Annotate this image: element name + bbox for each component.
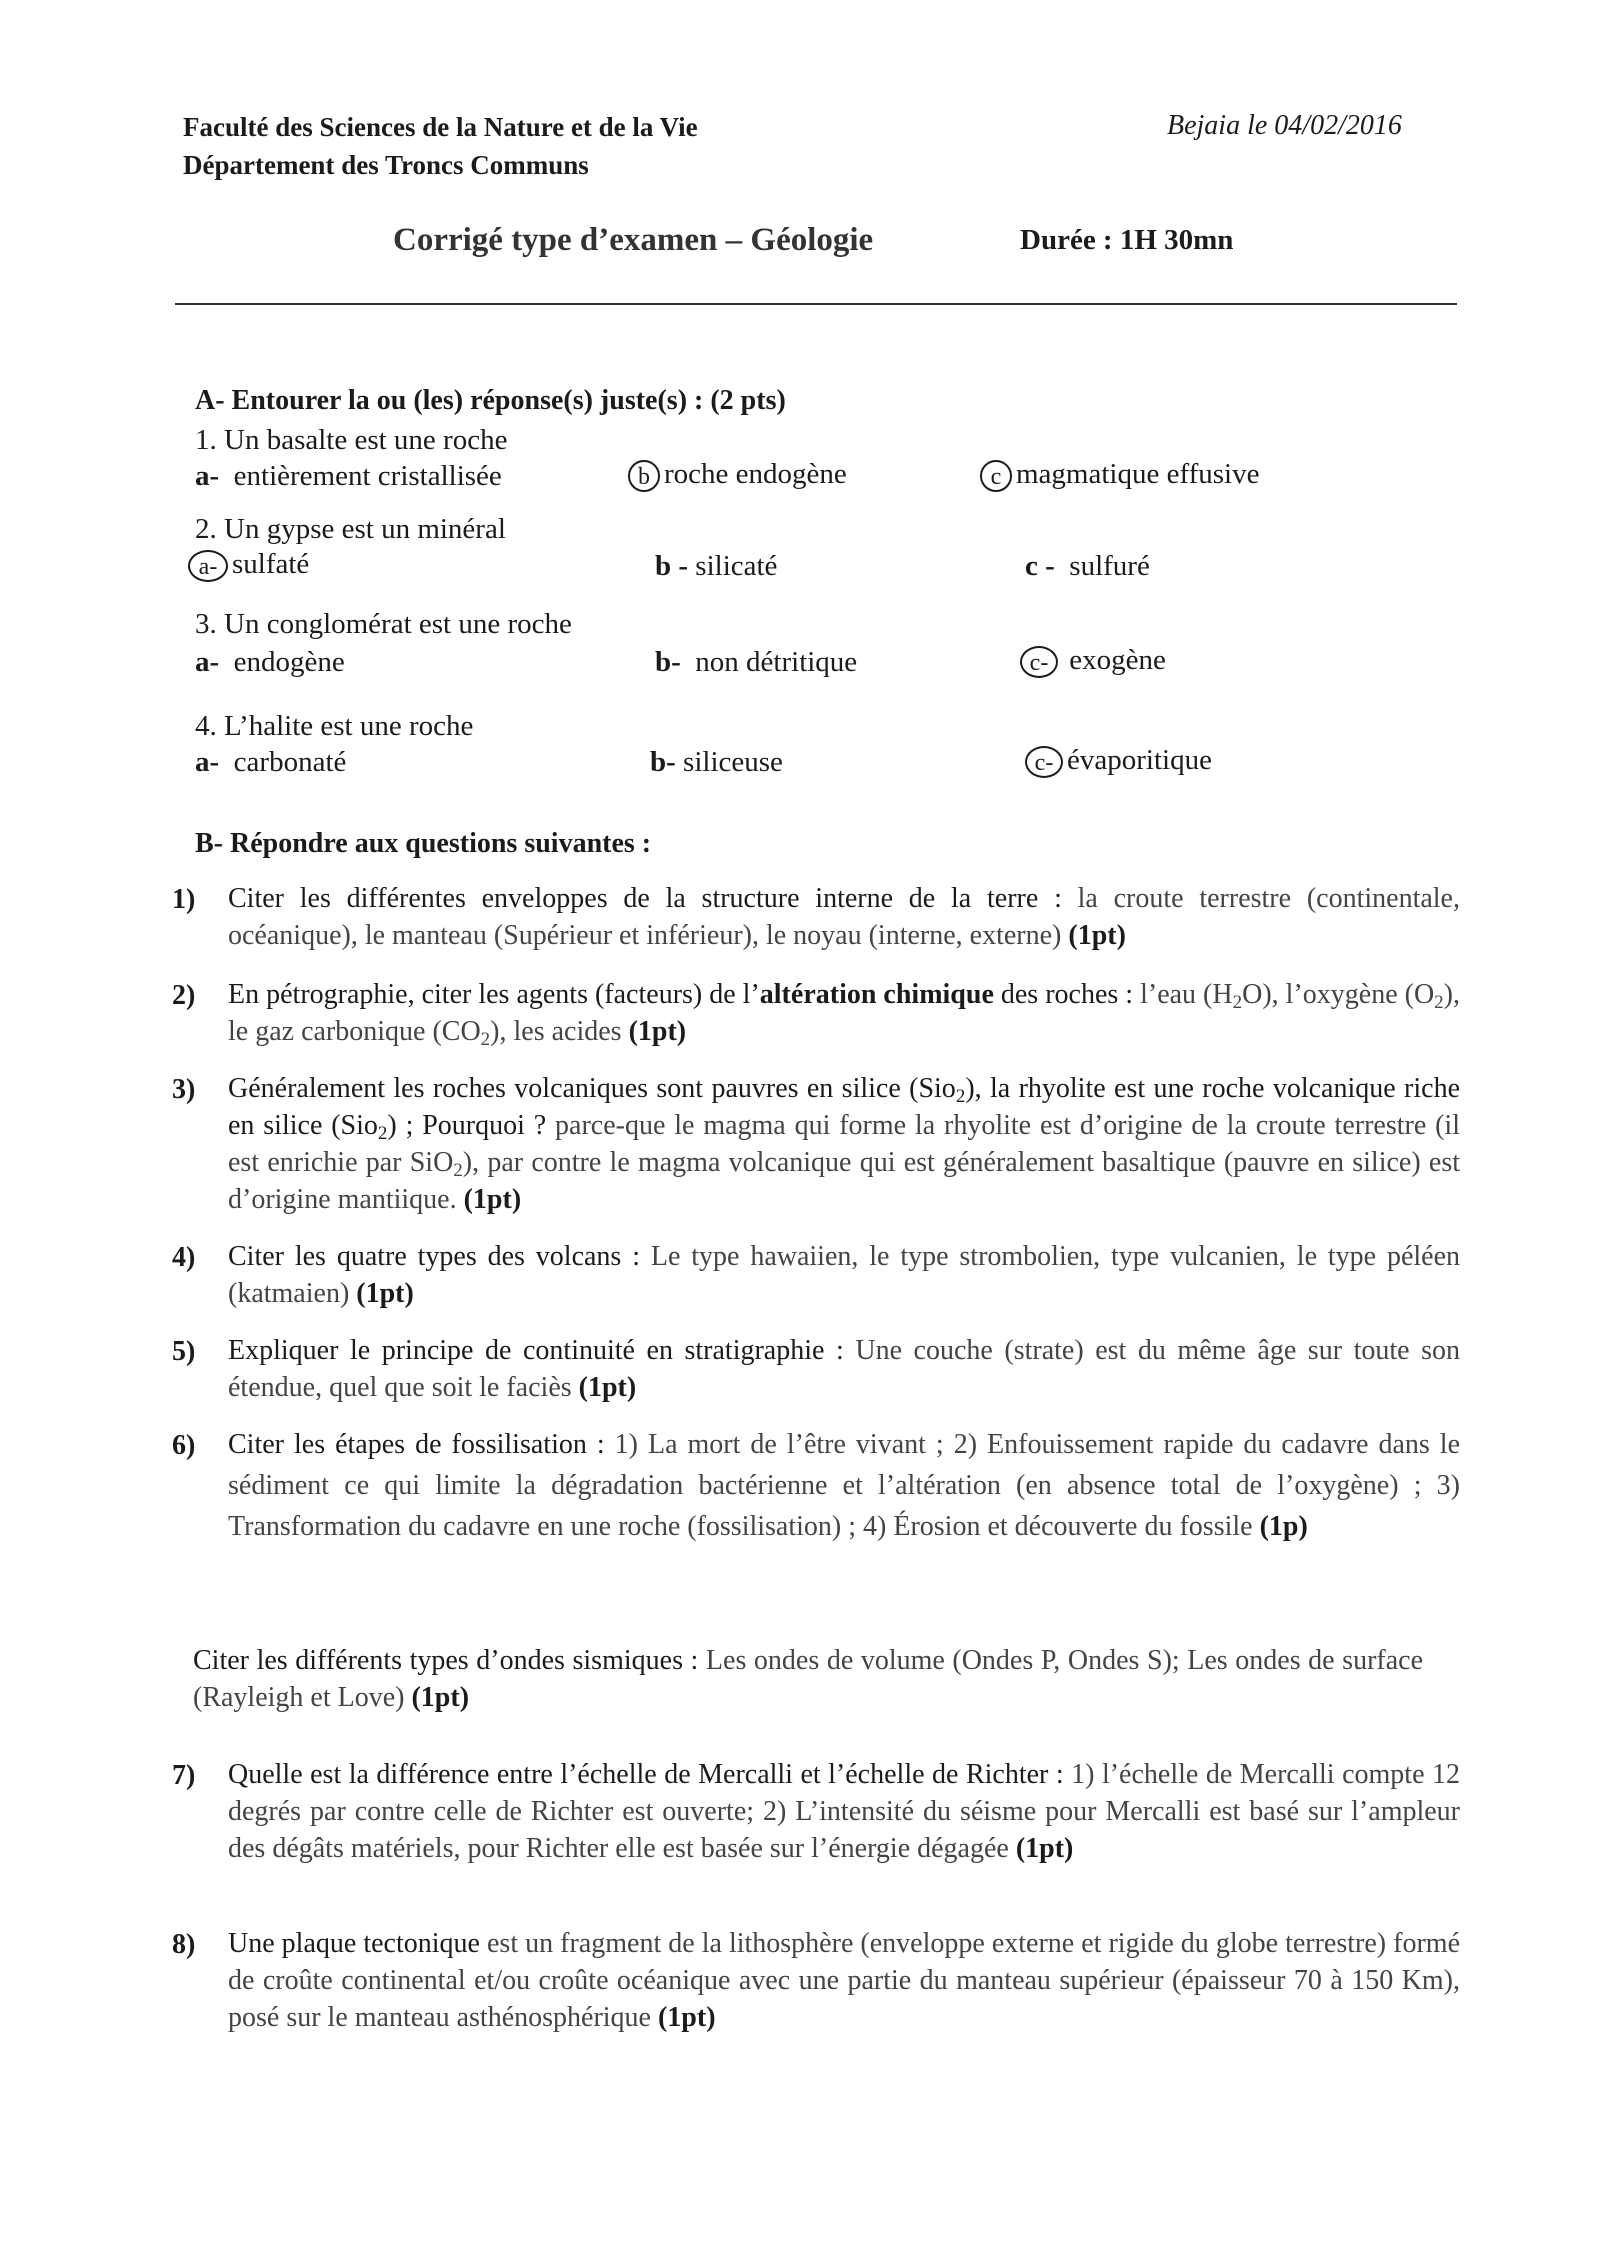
answer-item-seismic-waves: Citer les différents types d’ondes sismiques : Les ondes de volume (Ondes P, Ondes S); Les ondes de surface (Rayleigh et Love) (1pt) — [193, 1645, 1423, 1713]
document-date: Bejaia le 04/02/2016 — [1167, 110, 1402, 141]
item-number: 1) — [172, 884, 196, 915]
option-a3-c: c- exogène — [1020, 644, 1166, 678]
option-a2-a: a- sulfaté — [188, 548, 309, 582]
faculty-name: Faculté des Sciences de la Nature et de la Vie — [183, 112, 698, 142]
item-number: 2) — [172, 980, 196, 1011]
item-number: 5) — [172, 1336, 196, 1367]
item-number: 4) — [172, 1242, 196, 1273]
option-a2-b: b - silicaté — [655, 550, 778, 582]
answer-item-8: Une plaque tectonique est un fragment de la lithosphère (enveloppe externe et rigide du globe terrestre) formé de croûte continental et/ou croûte océanique avec une partie du manteau supérieur (épaisseur 70 à 150 Km), posé sur le manteau asthénosphérique (1pt) — [228, 1928, 1460, 2033]
exam-duration: Durée : 1H 30mn — [1020, 224, 1234, 256]
item-number: 7) — [172, 1760, 196, 1791]
option-a4-a: a- carbonaté — [195, 746, 347, 778]
option-a1-b: b roche endogène — [628, 458, 847, 492]
header-divider — [175, 303, 1457, 305]
answer-circle: c — [980, 460, 1012, 492]
question-a3: 3. Un conglomérat est une roche — [195, 608, 572, 640]
option-a3-b: b- non détritique — [655, 646, 858, 678]
document-title: Corrigé type d’examen – Géologie — [393, 222, 874, 258]
answer-item-1: Citer les différentes enveloppes de la structure interne de la terre : la croute terrestre (continentale, océanique), le manteau (Supérieur et inférieur), le noyau (interne, externe) (1pt) — [228, 883, 1460, 951]
answer-item-6: Citer les étapes de fossilisation : 1) La mort de l’être vivant ; 2) Enfouissement rapide du cadavre dans le sédiment ce qui limite la dégradation bactérienne et l’altération (en absence total de l’oxygène) ; 3) Transformation du cadavre en une roche (fossilisation) ; 4) Érosion et découverte du fossile (1p) — [228, 1429, 1461, 1542]
answer-item-2: En pétrographie, citer les agents (facteurs) de l’altération chimique des roches : l’eau $(H_2O)$, l’oxygène $(O_2)$, le gaz carbonique $(CO_2)$, les acides (1pt) — [228, 979, 1460, 1050]
answer-circle: c- — [1020, 646, 1058, 678]
answer-item-3: Généralement les roches volcaniques sont pauvres en silice (Sio$_2$), la rhyolite est une roche volcanique riche en silice (Sio$_2$) ; Pourquoi ? parce-que le magma qui forme la rhyolite est d’origine de la croute terrestre (il est enrichie par SiO$_2$), par contre le magma volcanique qui est généralement basaltique (pauvre en silice) est d’origine mantiique. (1pt) — [228, 1073, 1460, 1215]
question-a1: 1. Un basalte est une roche — [195, 424, 508, 456]
option-a3-a: a- endogène — [195, 646, 345, 678]
item-number: 6) — [172, 1430, 196, 1461]
section-b-heading: B- Répondre aux questions suivantes : — [195, 828, 652, 859]
option-a1-c: c magmatique effusive — [980, 458, 1259, 492]
option-a2-c: c - sulfuré — [1025, 550, 1150, 582]
option-a4-c: c- évaporitique — [1025, 744, 1212, 778]
option-a4-b: b- siliceuse — [650, 746, 783, 778]
item-number: 3) — [172, 1074, 196, 1105]
item-number: 8) — [172, 1929, 196, 1960]
question-a4: 4. L’halite est une roche — [195, 710, 474, 742]
answer-item-4: Citer les quatre types des volcans : Le type hawaiien, le type strombolien, type vulcanien, le type péléen (katmaien) (1pt) — [228, 1241, 1461, 1309]
answer-circle: b — [628, 460, 660, 492]
section-a-heading: A- Entourer la ou (les) réponse(s) juste(s) : (2 pts) — [195, 385, 786, 416]
answer-circle: a- — [188, 550, 228, 582]
answer-circle: c- — [1025, 746, 1063, 778]
option-a1-a: a- entièrement cristallisée — [195, 460, 502, 492]
question-a2: 2. Un gypse est un minéral — [195, 513, 506, 545]
department-name: Département des Troncs Communs — [183, 150, 589, 180]
answer-item-5: Expliquer le principe de continuité en stratigraphie : Une couche (strate) est du même âge sur toute son étendue, quel que soit le faciès (1pt) — [228, 1335, 1460, 1403]
answer-item-7: Quelle est la différence entre l’échelle de Mercalli et l’échelle de Richter : 1) l’échelle de Mercalli compte 12 degrés par contre celle de Richter est ouverte; 2) L’intensité du séisme pour Mercalli est basé sur l’ampleur des dégâts matériels, pour Richter elle est basée sur l’énergie dégagée (1pt) — [228, 1759, 1460, 1864]
